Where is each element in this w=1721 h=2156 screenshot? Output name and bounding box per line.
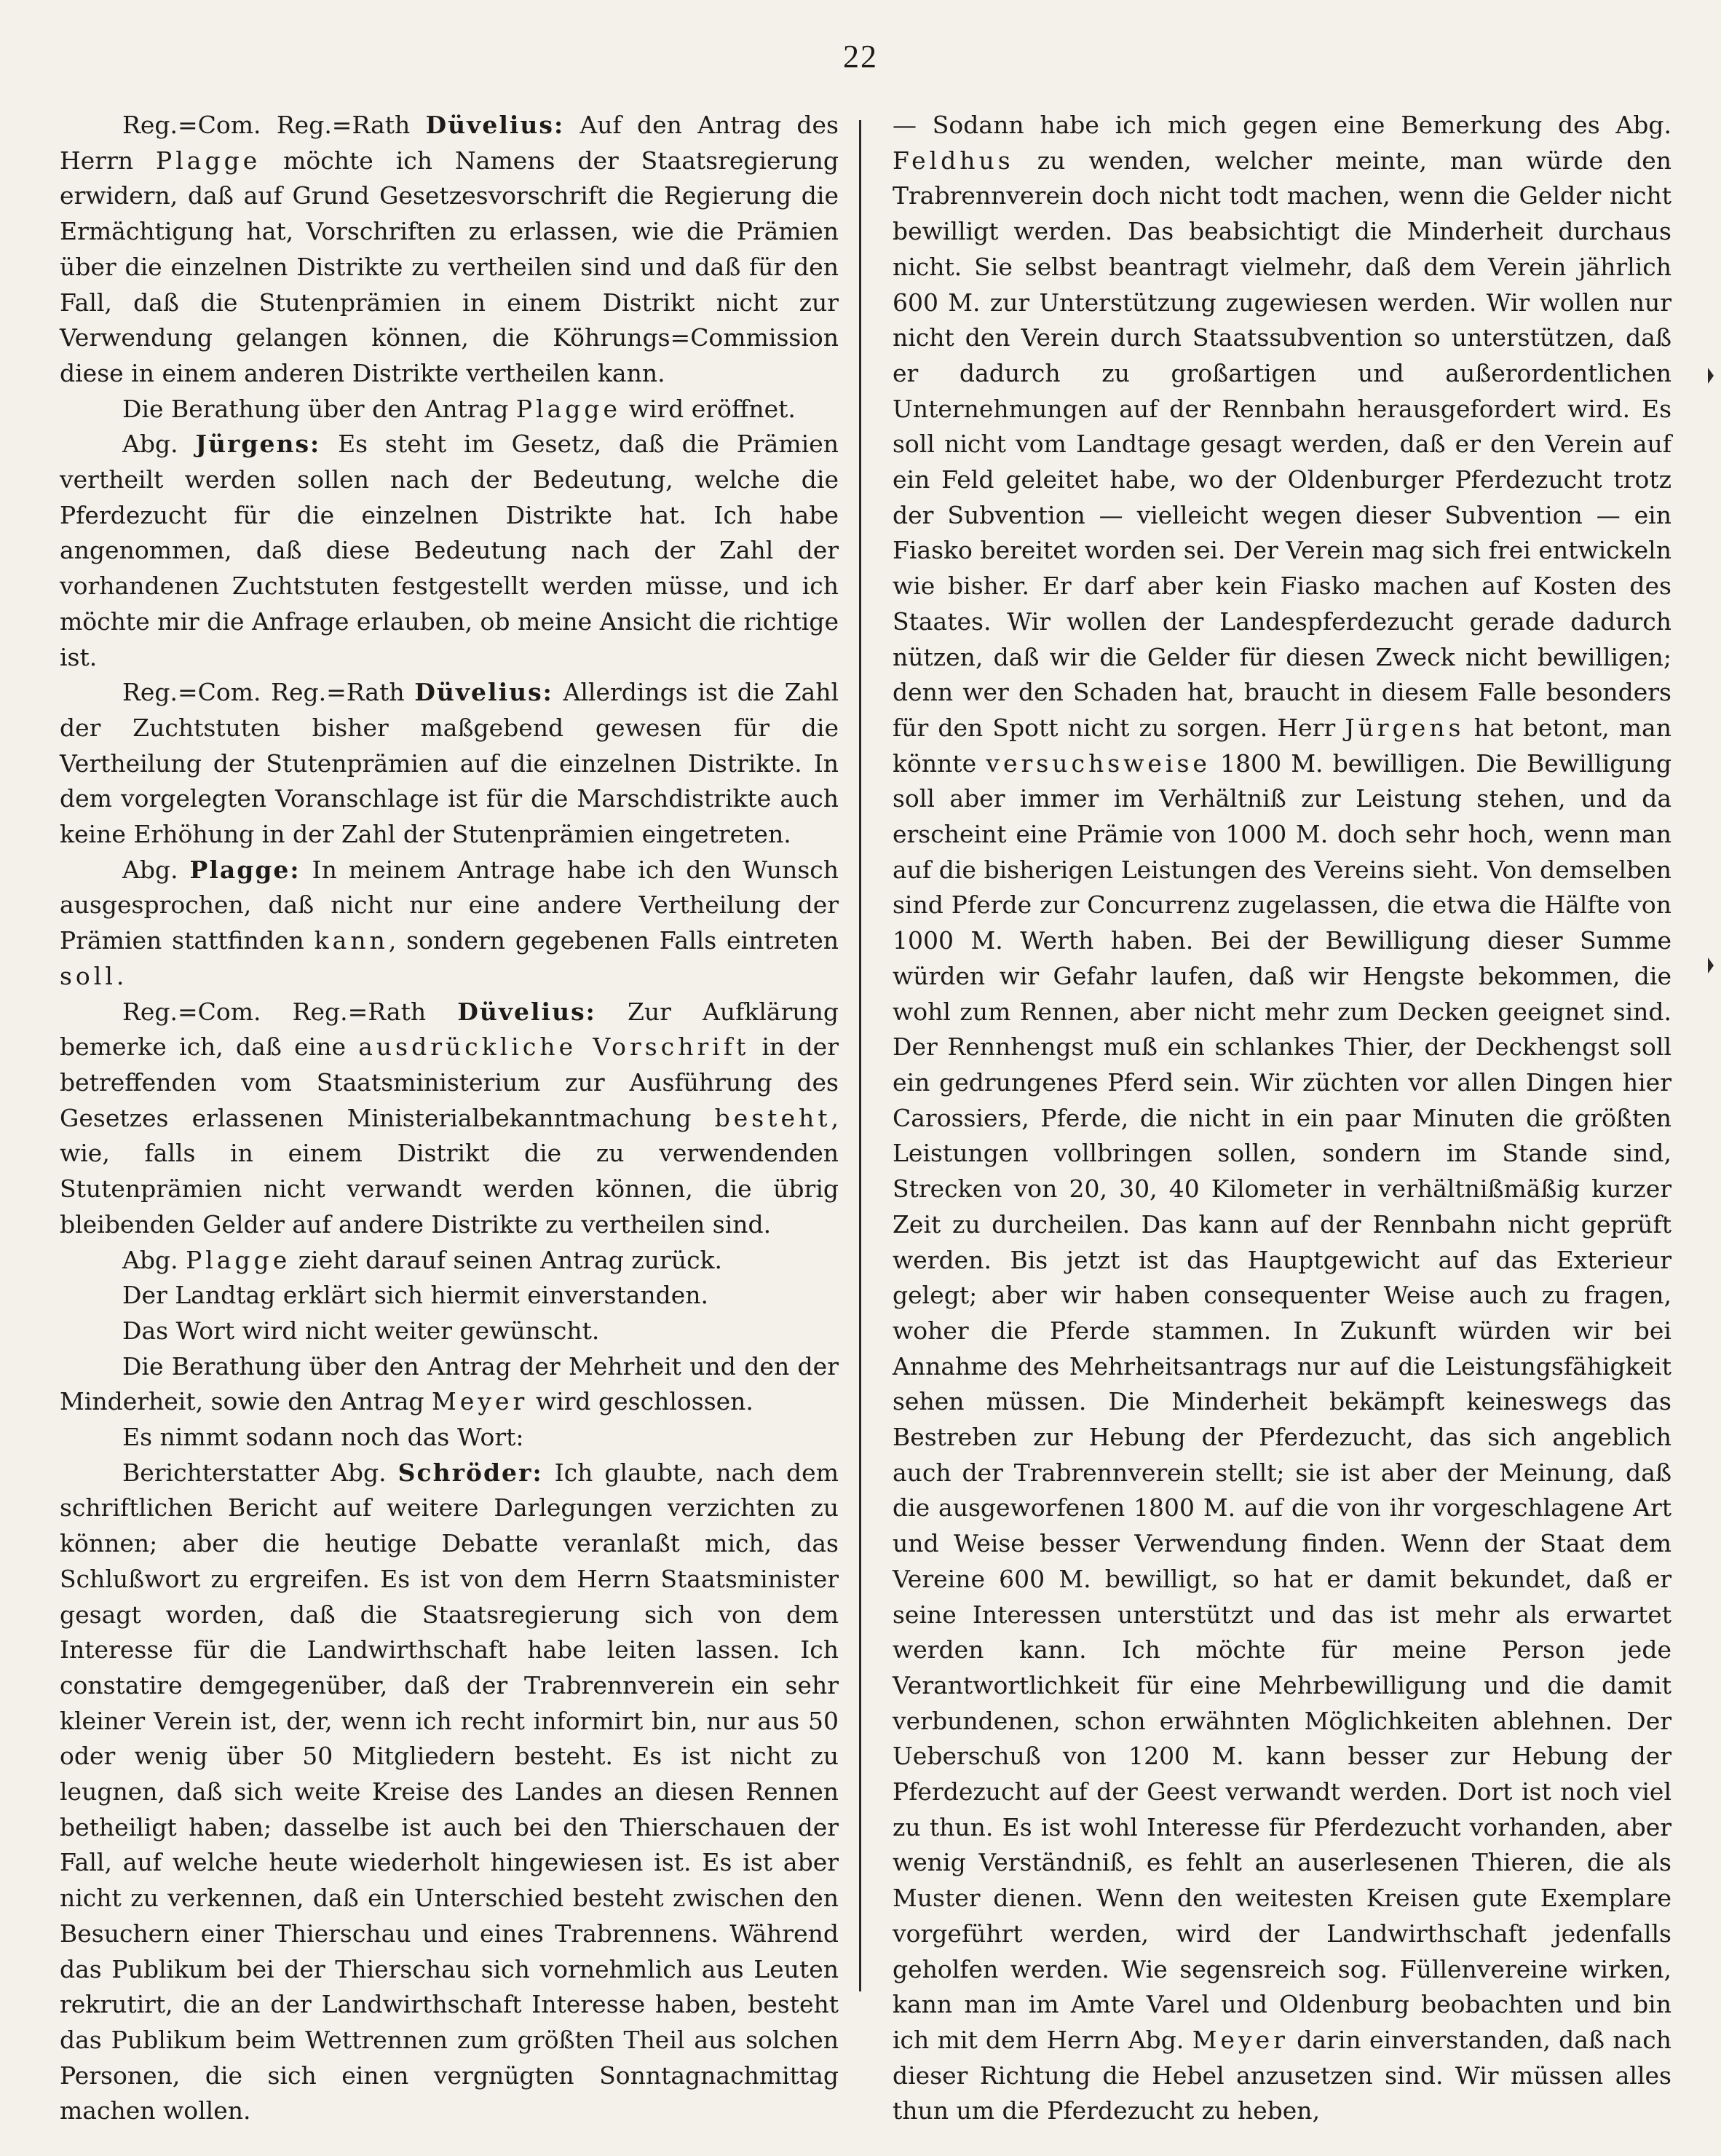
speaker-name: Düvelius: xyxy=(425,111,565,139)
text-run: Zur Aufklärung bemerke ich, daß eine xyxy=(60,997,839,1062)
text-run: Abg. xyxy=(122,855,190,884)
right-text-column xyxy=(893,108,1671,2129)
text-run: möchte ich Namens der Staatsregierung erwidern, daß auf Grund Gesetzesvorschrift die Regierung die Ermächtigung hat, Vorschriften zu erlassen, wie die Prämien über die einzelnen Distrikte zu vertheilen sind und daß für den Fall, daß die Stutenprämien in einem Distrikt nicht zur Verwendung gelangen können, die Köhrungs=Commission diese in einem anderen Distrikte vertheilen kann. xyxy=(60,146,839,387)
speaker-name: Düvelius: xyxy=(457,997,596,1026)
text-run: Abg. xyxy=(122,430,196,459)
paragraph xyxy=(60,1349,839,1420)
emphasized-text: Plagge xyxy=(515,394,622,423)
paragraph xyxy=(60,1314,839,1349)
text-run: zieht darauf seinen Antrag zurück. xyxy=(290,1245,723,1274)
text-run: Die Berathung über den Antrag der Mehrheit und den der Minderheit, sowie den Antrag xyxy=(60,1351,839,1416)
emphasized-text: Jürgens xyxy=(1345,713,1465,742)
emphasized-text: besteht xyxy=(714,1103,831,1132)
text-run: darin einverstanden, daß nach dieser Richtung die Hebel anzusetzen sind. Wir müssen alles thun um die Pferdezucht zu heben, xyxy=(893,2025,1671,2125)
emphasized-text: Plagge xyxy=(156,146,261,175)
text-run: Die Berathung über den Antrag xyxy=(122,394,516,423)
text-run: Reg.=Com. Reg.=Rath xyxy=(122,997,458,1026)
paragraph xyxy=(60,108,839,392)
text-run: hat betont, man könnte xyxy=(893,713,1671,778)
paragraph xyxy=(60,1456,839,2129)
text-run: , sondern gegebenen Falls eintreten xyxy=(388,926,839,955)
paragraph xyxy=(60,392,839,427)
speaker-name: Düvelius: xyxy=(414,678,553,707)
text-run: — Sodann habe ich mich gegen eine Bemerkung des Abg. xyxy=(893,111,1671,139)
text-run: 1800 M. bewilligen. Die Bewilligung soll aber immer im Verhältniß zur Leistung stehen, und da erscheint eine Prämie von 1000 M. doch sehr hoch, wenn man auf die bisherigen Leistungen des Vereins sieht. Von demselben sind Pferde zur Concurrenz zugelassen, die etwa die Hälfte von 1000 M. Werth haben. Bei der Bewilligung dieser Summe würden wir Gefahr laufen, daß wir Hengste bekommen, die wohl zum Rennen, aber nicht mehr zum Decken geeignet sind. Der Rennhengst muß ein schlankes Thier, der Deckhengst soll ein gedrungenes Pferd sein. Wir züchten vor allen Dingen hier Carossiers, Pferde, die nicht in ein paar Minuten die größten Leistungen vollbringen sollen, sondern im Stande sind, Strecken von 20, 30, 40 Kilometer in verhältnißmäßig kurzer Zeit zu durcheilen. Das kann auf der Rennbahn nicht geprüft werden. Bis jetzt ist das Hauptgewicht auf das Exterieur gelegt; aber wir haben consequenter Weise auch zu fragen, woher die Pferde stammen. In Zukunft würden wir bei Annahme des Mehrheitsantrags nur auf die Leistungsfähigkeit sehen müssen. Die Minderheit bekämpft keineswegs das Bestreben zur Hebung der Pferdezucht, das sich angeblich auch der Trabrennverein stellt; sie ist aber der Meinung, daß die ausgeworfenen 1800 M. auf die von ihr vorgeschlagene Art und Weise besser Verwendung finden. Wenn der Staat dem Vereine 600 M. bewilligt, so hat er damit bekundet, daß er seine Interessen unterstützt und das ist mehr als erwartet werden kann. Ich möchte für meine Person jede Verantwortlichkeit für eine Mehrbewilligung und die damit verbundenen, schon erwähnten Möglichkeiten ablehnen. Der Ueberschuß von 1200 M. kann besser zur Hebung der Pferdezucht auf der Geest verwandt werden. Dort ist noch viel zu thun. Es ist wohl Interesse für Pferdezucht vorhanden, aber wenig Verständniß, es fehlt an auserlesenen Thieren, die als Muster dienen. Wenn den weitesten Kreisen gute Exemplare vorgeführt werden, wird der Landwirthschaft jedenfalls geholfen werden. Wie segensreich sog. Füllenvereine wirken, kann man im Amte Varel und Oldenburg beobachten und bin ich mit dem Herrn Abg. xyxy=(893,749,1672,2054)
speaker-name: Schröder: xyxy=(397,1458,543,1487)
text-run: In meinem Antrage habe ich den Wunsch ausgesprochen, daß nicht nur eine andere Vertheilung der Prämien stattfinden xyxy=(60,855,839,955)
emphasized-text: Meyer xyxy=(432,1387,529,1416)
margin-arrow-icon xyxy=(1708,368,1714,384)
emphasized-text: kann xyxy=(314,926,389,955)
text-run: Reg.=Com. Reg.=Rath xyxy=(122,678,415,707)
paragraph xyxy=(60,853,839,995)
left-text-column xyxy=(60,108,839,2129)
text-run: . xyxy=(116,961,124,990)
text-run: wird eröffnet. xyxy=(621,394,796,423)
text-run: Ich glaubte, nach dem schriftlichen Bericht auf weitere Darlegungen verzichten zu können; aber die heutige Debatte veranlaßt mich, das Schlußwort zu ergreifen. Es ist von dem Herrn Staatsminister gesagt worden, daß die Staatsregierung sich von dem Interesse für die Landwirthschaft habe leiten lassen. Ich constatire demgegenüber, daß der Trabrennverein ein sehr kleiner Verein ist, der, wenn ich recht informirt bin, nur aus 50 oder wenig über 50 Mitgliedern besteht. Es ist nicht zu leugnen, daß sich weite Kreise des Landes an diesen Rennen betheiligt haben; dasselbe ist auch bei den Thierschauen der Fall, auf welche heute wiederholt hingewiesen ist. Es ist aber nicht zu verkennen, daß ein Unterschied besteht zwischen den Besuchern einer Thierschau und eines Trabrennens. Während das Publikum bei der Thierschau sich vornehmlich aus Leuten rekrutirt, die an der Landwirthschaft Interesse haben, besteht das Publikum beim Wettrennen zum größten Theil aus solchen Personen, die sich einen vergnügten Sonntagnachmittag machen wollen. xyxy=(60,1458,839,2125)
text-run: wird geschlossen. xyxy=(528,1387,753,1416)
emphasized-text: Meyer xyxy=(1192,2025,1289,2054)
paragraph xyxy=(60,427,839,675)
emphasized-text: Plagge xyxy=(186,1245,291,1274)
emphasized-text: Feldhus xyxy=(893,146,1014,175)
text-run: Reg.=Com. Reg.=Rath xyxy=(122,111,426,139)
emphasized-text: ausdrückliche Vorschrift xyxy=(358,1032,750,1062)
column-divider xyxy=(859,120,861,1991)
speaker-name: Plagge: xyxy=(189,855,301,884)
paragraph xyxy=(60,675,839,853)
page-number: 22 xyxy=(843,39,878,74)
text-run: Abg. xyxy=(122,1245,186,1274)
paragraph xyxy=(60,1278,839,1314)
text-run: Allerdings ist die Zahl der Zuchtstuten bisher maßgebend gewesen für die Vertheilung der Stutenprämien auf die einzelnen Distrikte. In dem vorgelegten Voranschlage ist für die Marschdistrikte auch keine Erhöhung in der Zahl der Stutenprämien eingetreten. xyxy=(60,678,839,849)
text-run: zu wenden, welcher meinte, man würde den Trabrennverein doch nicht todt machen, wenn die Gelder nicht bewilligt werden. Das beabsichtigt die Minderheit durchaus nicht. Sie selbst beantragt vielmehr, daß dem Verein jährlich 600 M. zur Unterstützung zugewiesen werden. Wir wollen nur nicht den Verein durch Staatssubvention so unterstützen, daß er dadurch zu großartigen und außerordentlichen Unternehmungen auf der Rennbahn herausgefordert wird. Es soll nicht vom Landtage gesagt werden, daß er den Verein auf ein Feld geleitet habe, wo der Oldenburger Pferdezucht trotz der Subvention — vielleicht wegen dieser Subvention — ein Fiasko bereitet worden sei. Der Verein mag sich frei entwickeln wie bisher. Er darf aber kein Fiasko machen auf Kosten des Staates. Wir wollen der Landespferdezucht gerade dadurch nützen, daß wir die Gelder für diesen Zweck nicht bewilligen; denn wer den Schaden hat, braucht in diesem Falle besonders für den Spott nicht zu sorgen. Herr xyxy=(893,146,1671,742)
text-run: in der betreffenden vom Staatsministerium zur Ausführung des Gesetzes erlassenen Ministerialbekanntmachung xyxy=(60,1032,839,1132)
text-run: Das Wort wird nicht weiter gewünscht. xyxy=(122,1316,600,1345)
text-run: Es nimmt sodann noch das Wort: xyxy=(122,1423,524,1452)
paragraph xyxy=(60,1420,839,1456)
paragraph xyxy=(893,108,1671,2129)
emphasized-text: soll xyxy=(60,961,116,990)
paragraph xyxy=(60,1243,839,1279)
margin-arrow-icon xyxy=(1708,957,1714,974)
text-run: , wie, falls in einem Distrikt die zu verwendenden Stutenprämien nicht verwandt werden können, die übrig bleibenden Gelder auf andere Distrikte zu vertheilen sind. xyxy=(60,1103,839,1239)
emphasized-text: versuchsweise xyxy=(986,749,1211,778)
text-run: Es steht im Gesetz, daß die Prämien vertheilt werden sollen nach der Bedeutung, welche die Pferdezucht für die einzelnen Distrikte hat. Ich habe angenommen, daß diese Bedeutung nach der Zahl der vorhandenen Zuchtstuten festgestellt werden müsse, und ich möchte mir die Anfrage erlauben, ob meine Ansicht die richtige ist. xyxy=(60,430,839,671)
text-run: Berichterstatter Abg. xyxy=(122,1458,398,1487)
text-run: Der Landtag erklärt sich hiermit einverstanden. xyxy=(122,1281,709,1310)
text-run: Auf den Antrag des Herrn xyxy=(60,111,839,175)
paragraph xyxy=(60,995,839,1243)
speaker-name: Jürgens: xyxy=(195,430,321,459)
